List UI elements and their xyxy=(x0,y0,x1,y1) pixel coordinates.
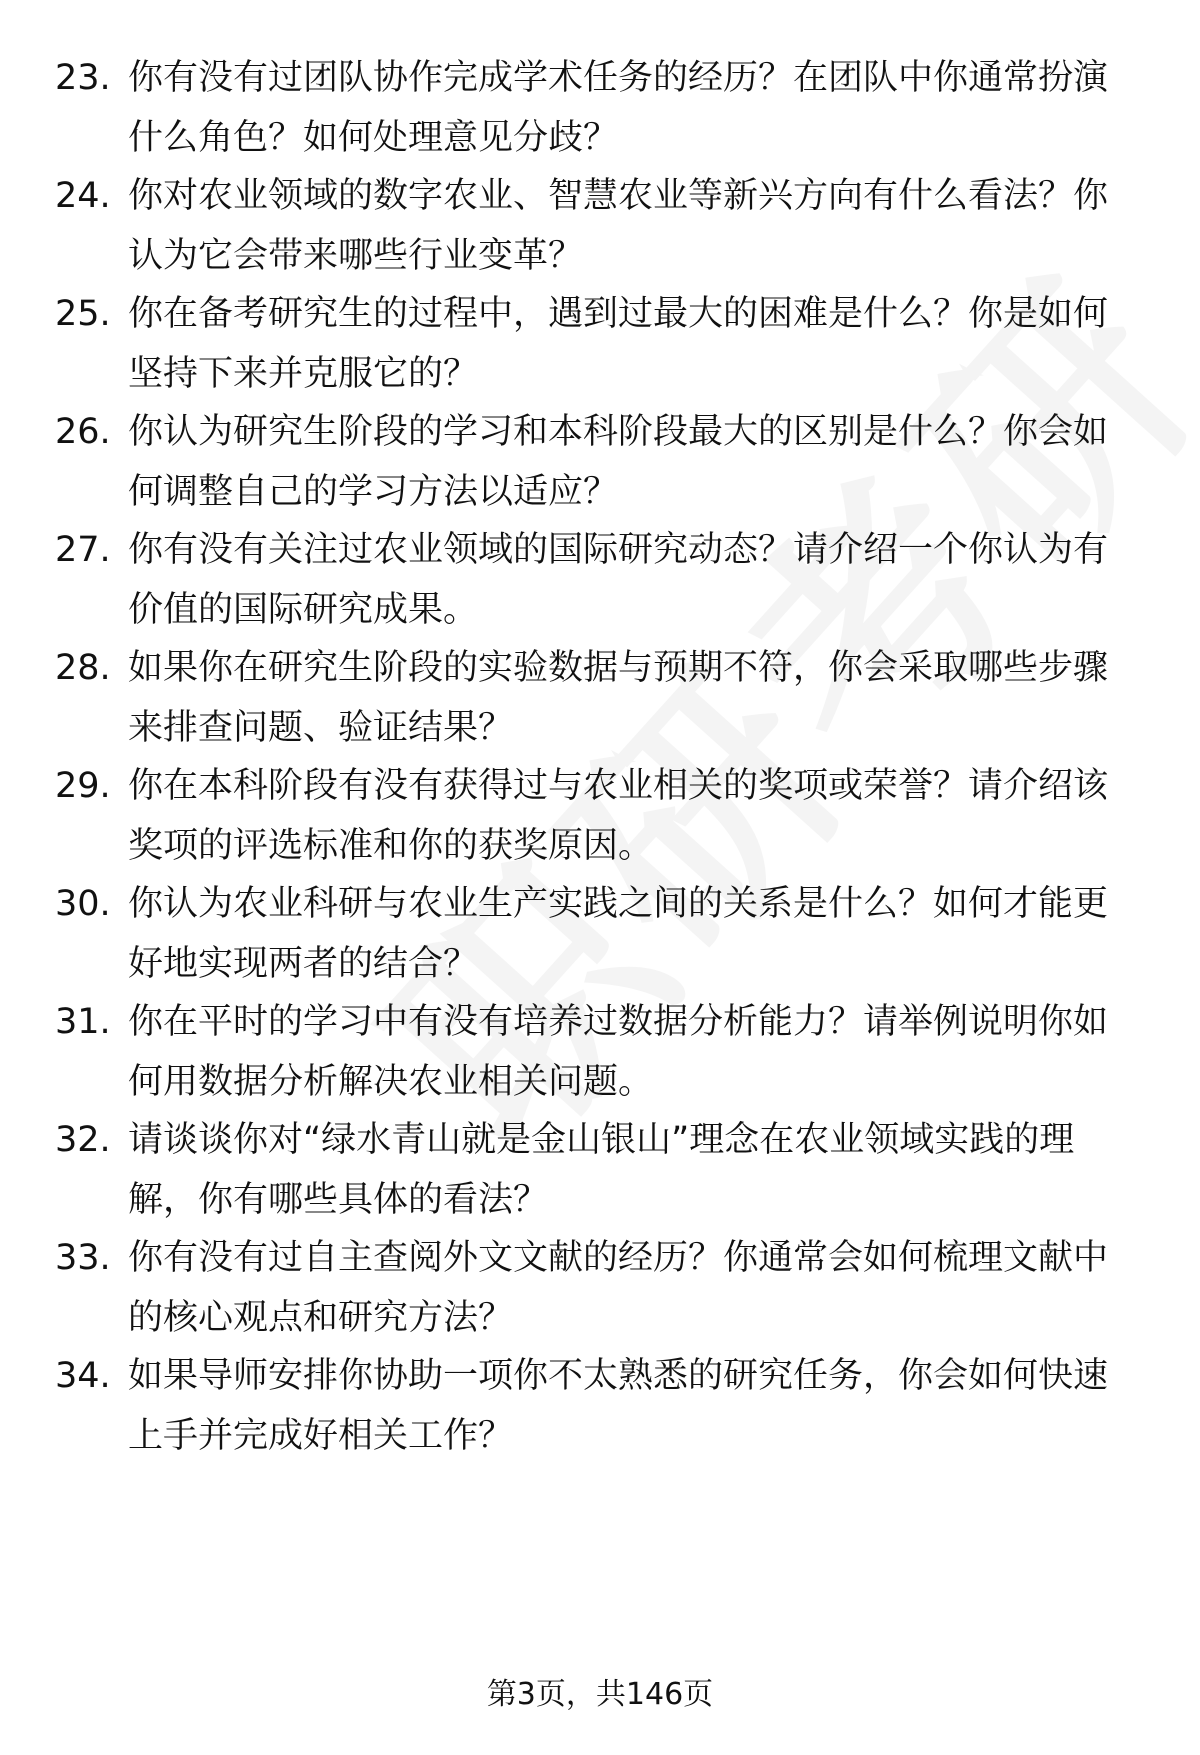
question-number: 31. xyxy=(55,1002,111,1042)
question-line: 坚持下来并克服它的？ xyxy=(128,354,479,394)
question-line: 好地实现两者的结合？ xyxy=(128,944,479,984)
question-text xyxy=(128,284,1200,404)
question-line: 上手并完成好相关工作？ xyxy=(128,1416,514,1456)
question-line: 何调整自己的学习方法以适应？ xyxy=(128,472,619,512)
question-line: 请谈谈你对“绿水青山就是金山银山”理念在农业领域实践的理 xyxy=(128,1120,1075,1160)
question-text xyxy=(128,1110,1200,1230)
question-line: 认为它会带来哪些行业变革？ xyxy=(128,236,584,276)
question-line: 来排查问题、验证结果？ xyxy=(128,708,514,748)
question-line: 如果导师安排你协助一项你不太熟悉的研究任务，你会如何快速 xyxy=(128,1356,1109,1396)
question-number: 25. xyxy=(55,294,111,334)
question-text xyxy=(128,166,1200,286)
question-line: 解，你有哪些具体的看法？ xyxy=(128,1180,549,1220)
question-line: 你在备考研究生的过程中，遇到过最大的困难是什么？你是如何 xyxy=(128,294,1109,334)
question-number: 24. xyxy=(55,176,111,216)
question-line: 如果你在研究生阶段的实验数据与预期不符，你会采取哪些步骤 xyxy=(128,648,1109,688)
question-number: 33. xyxy=(55,1238,111,1278)
question-text xyxy=(128,402,1200,522)
question-text xyxy=(128,48,1200,168)
question-line: 什么角色？如何处理意见分歧？ xyxy=(128,118,619,158)
question-number: 30. xyxy=(55,884,111,924)
question-text xyxy=(128,992,1200,1112)
question-number: 26. xyxy=(55,412,111,452)
question-text xyxy=(128,1228,1200,1348)
question-line: 奖项的评选标准和你的获奖原因。 xyxy=(128,826,654,866)
question-line: 你在平时的学习中有没有培养过数据分析能力？请举例说明你如 xyxy=(128,1002,1109,1042)
question-line: 何用数据分析解决农业相关问题。 xyxy=(128,1062,654,1102)
page-footer: 第3页，共146页 xyxy=(486,1677,714,1712)
question-line: 的核心观点和研究方法？ xyxy=(128,1298,514,1338)
question-line: 价值的国际研究成果。 xyxy=(128,590,479,630)
question-line: 你在本科阶段有没有获得过与农业相关的奖项或荣誉？请介绍该 xyxy=(128,766,1109,806)
question-number: 28. xyxy=(55,648,111,688)
question-text xyxy=(128,520,1200,640)
question-line: 你有没有过自主查阅外文文献的经历？你通常会如何梳理文献中 xyxy=(128,1238,1109,1278)
question-number: 34. xyxy=(55,1356,111,1396)
question-number: 23. xyxy=(55,58,111,98)
question-line: 你认为研究生阶段的学习和本科阶段最大的区别是什么？你会如 xyxy=(128,412,1109,452)
question-line: 你有没有关注过农业领域的国际研究动态？请介绍一个你认为有 xyxy=(128,530,1109,570)
question-text xyxy=(128,874,1200,994)
question-line: 你对农业领域的数字农业、智慧农业等新兴方向有什么看法？你 xyxy=(128,176,1109,216)
question-text xyxy=(128,1346,1200,1466)
question-text xyxy=(128,638,1200,758)
question-line: 你认为农业科研与农业生产实践之间的关系是什么？如何才能更 xyxy=(128,884,1109,924)
question-number: 32. xyxy=(55,1120,111,1160)
question-number: 27. xyxy=(55,530,111,570)
question-number: 29. xyxy=(55,766,111,806)
question-text xyxy=(128,756,1200,876)
question-line: 你有没有过团队协作完成学术任务的经历？在团队中你通常扮演 xyxy=(128,58,1109,98)
